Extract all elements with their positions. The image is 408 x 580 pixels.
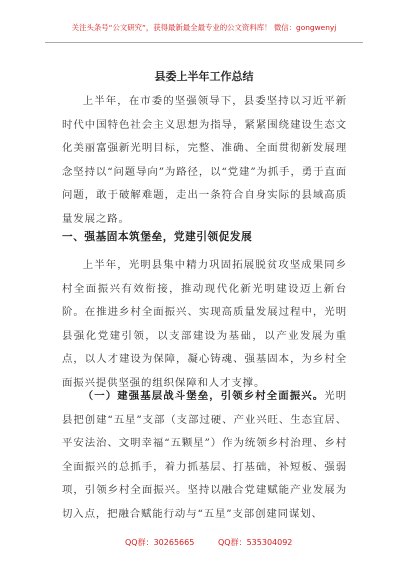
section-paragraph: 上半年，光明县集中精力巩固拓展脱贫攻坚成果同乡村全面振兴有效衔接，推动现代化新光明建设迈上新台阶。在推进乡村全面振兴、实现高质量发展过程中，光明县强化党建引领，以支部建设为基础，以产业发展为重点，以人才建设为保障，凝心铸魂、强基固本，为乡村全面振兴提供坚强的组织保障和人才支撑。	[62, 259, 347, 389]
subsection-paragraph	[62, 385, 347, 527]
footer-qq-group-2: QQ群：535304092	[218, 538, 293, 547]
intro-paragraph: 上半年，在市委的坚强领导下，县委坚持以习近平新时代中国特色社会主义思想为指导，紧紧围绕建设生态文化美丽富强新光明目标，完整、准确、全面贯彻新发展理念坚持以“问题导向”为路径，以“党建”为抓手，勇于直面问题，敢于破解难题，走出一条符合自身实际的县域高质量发展之路。	[62, 95, 347, 225]
subsection-text: 光明县把创建“五星”支部（支部过硬、产业兴旺、生态宜居、平安法治、文明幸福“五颗星”）作为统领乡村治理、乡村全面振兴的总抓手，着力抓基层、打基础，补短板、强弱项，引领乡村全面振兴。坚持以融合党建赋能产业发展为切入点，把融合赋能行动与“五星”支部创建同谋划、	[62, 390, 347, 520]
header-divider	[45, 42, 363, 43]
section-heading: 一、强基固本筑堡垒，党建引领促发展	[62, 231, 253, 243]
subsection-heading: （一）建强基层战斗堡垒，引领乡村全面振兴。	[82, 390, 325, 402]
document-title: 县委上半年工作总结	[154, 70, 254, 83]
header-banner: 关注头条号“公文研究”，获得最新最全最专业的公文资料库！ 微信：gongwenyj	[71, 23, 337, 32]
footer-qq-group-1: QQ群：30265665	[125, 538, 195, 547]
